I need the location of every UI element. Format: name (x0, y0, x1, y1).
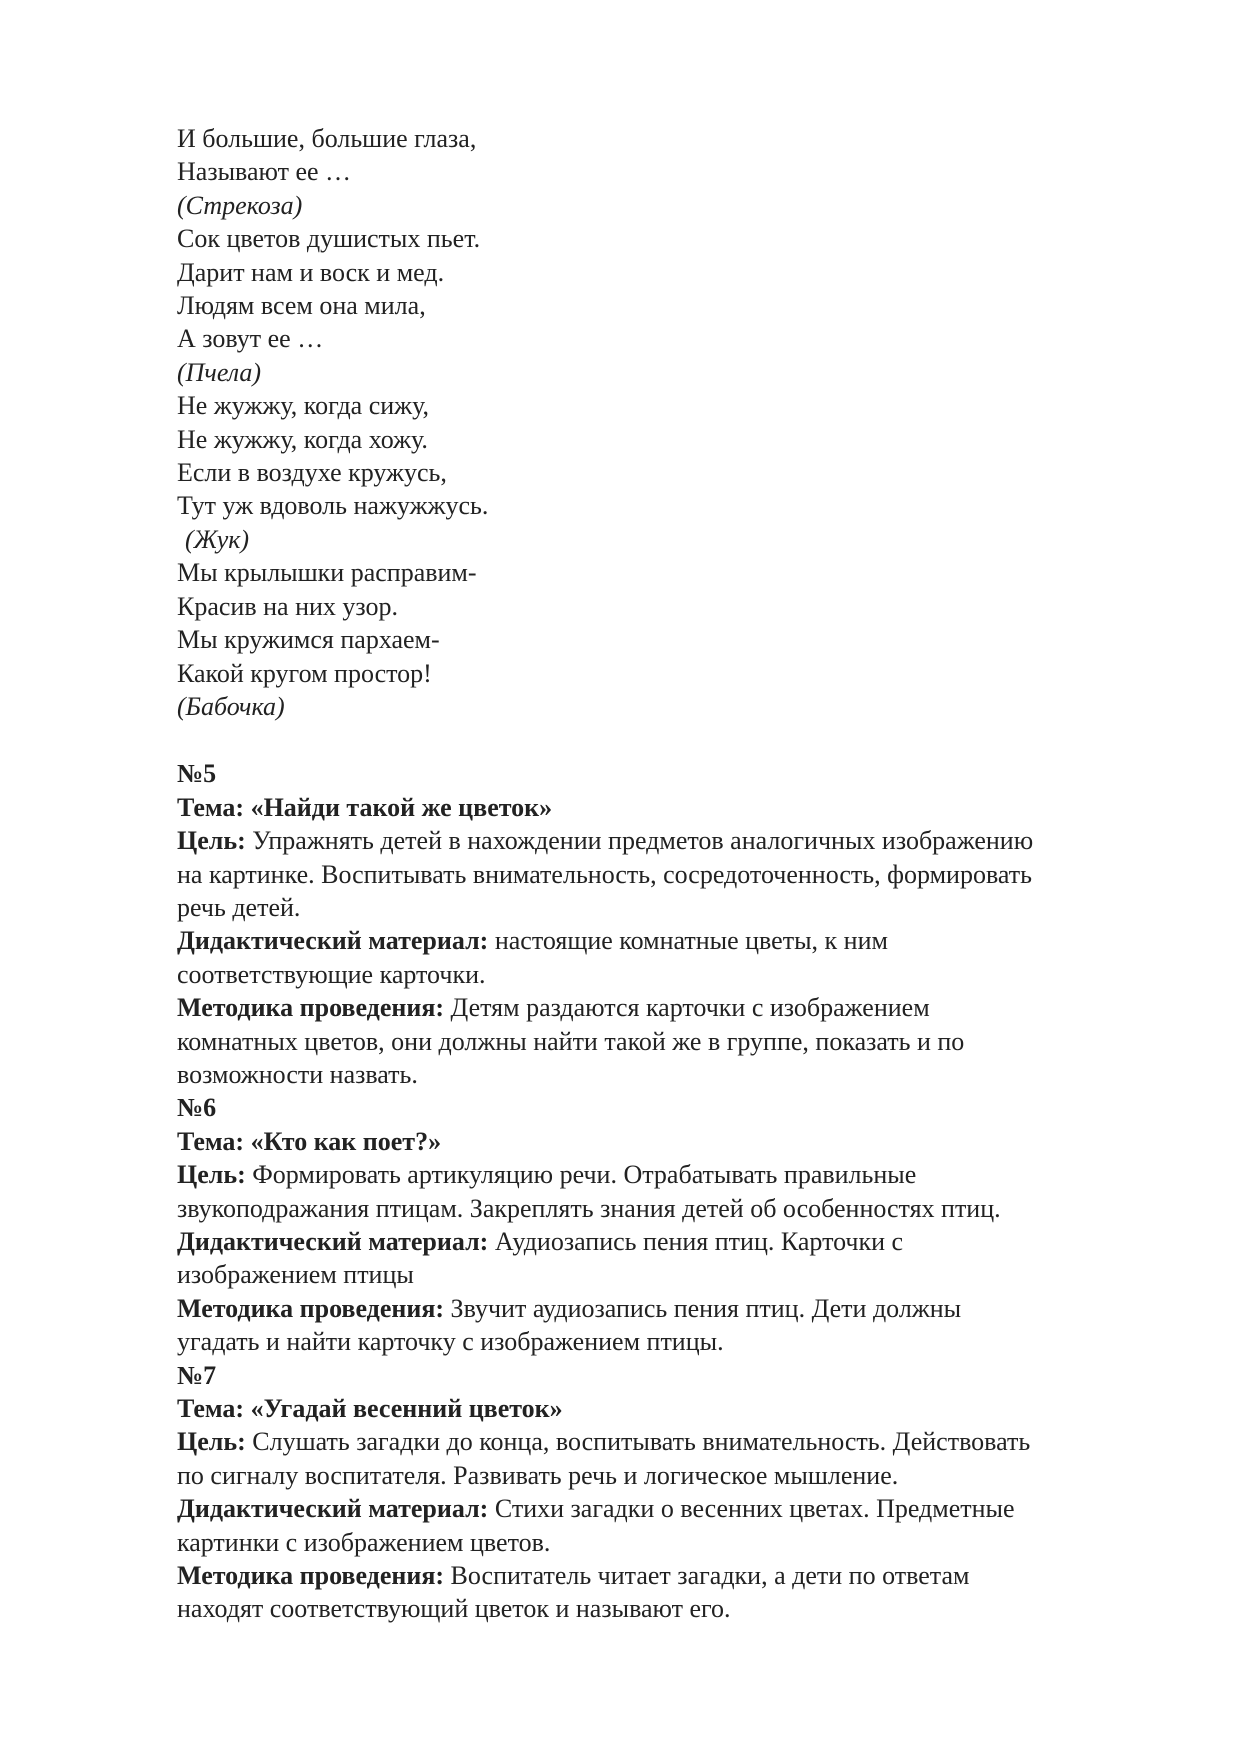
material-text: изображением птицы (177, 1260, 414, 1290)
riddle-line: Не жужжу, когда хожу. (177, 424, 428, 454)
riddle-line: Дарит нам и воск и мед. (177, 257, 445, 287)
game-material (177, 924, 1167, 991)
riddle-answer: (Пчела) (177, 357, 262, 387)
method-label: Методика проведения: (177, 1561, 445, 1591)
riddle-line: Красив на них узор. (177, 591, 399, 621)
riddle-line: Людям всем она мила, (177, 291, 426, 321)
riddle-line: И большие, большие глаза, (177, 124, 477, 153)
riddle-line: Не жужжу, когда сижу, (177, 391, 430, 421)
riddle-line: Мы кружимся пархаем- (177, 625, 440, 655)
material-text: соответствующие карточки. (177, 959, 486, 989)
method-text: комнатных цветов, они должны найти такой же в группе, показать и по (177, 1026, 965, 1056)
material-text: Стихи загадки о весенних цветах. Предметные (494, 1494, 1015, 1524)
method-text: угадать и найти карточку с изображением птицы. (177, 1327, 724, 1357)
goal-text: Упражнять детей в нахождении предметов аналогичных изображению (252, 826, 1034, 856)
material-text: Аудиозапись пения птиц. Карточки с (494, 1227, 904, 1256)
goal-text: на картинке. Воспитывать внимательность, сосредоточенность, формировать (177, 859, 1032, 889)
riddle-line: Если в воздухе кружусь, (177, 458, 447, 488)
game-material (177, 1225, 1167, 1292)
material-text: настоящие комнатные цветы, к ним (494, 926, 888, 956)
game-goal (177, 1158, 1167, 1225)
material-text: картинки с изображением цветов. (177, 1527, 551, 1557)
goal-text: речь детей. (177, 892, 301, 922)
goal-text: Слушать загадки до конца, воспитывать внимательность. Действовать (252, 1427, 1031, 1457)
riddles-block (177, 122, 1167, 723)
goal-label: Цель: (177, 826, 246, 856)
game-method (177, 1292, 1167, 1359)
game-number: №6 (177, 1093, 217, 1123)
game-theme: Тема: «Кто как поет?» (177, 1126, 442, 1156)
game-goal (177, 824, 1167, 924)
riddle-line: Сок цветов душистых пьет. (177, 224, 481, 254)
method-label: Методика проведения: (177, 1293, 445, 1323)
goal-text: Формировать артикуляцию речи. Отрабатывать правильные (252, 1160, 917, 1190)
riddle-answer: (Жук) (185, 524, 250, 554)
game-number: №7 (177, 1360, 217, 1390)
game-number: №5 (177, 759, 217, 789)
game-section-6 (177, 1091, 1167, 1358)
method-text: Детям раздаются карточки с изображением (450, 993, 930, 1023)
game-section-5 (177, 757, 1167, 1091)
material-label: Дидактический материал: (177, 926, 489, 956)
riddle-answer: (Стрекоза) (177, 190, 303, 220)
material-label: Дидактический материал: (177, 1227, 489, 1256)
riddle-line: Мы крылышки расправим- (177, 558, 477, 588)
riddle-line: Какой кругом простор! (177, 658, 432, 688)
game-material (177, 1492, 1167, 1559)
goal-label: Цель: (177, 1160, 246, 1190)
section-spacer (177, 723, 1167, 757)
page-content (177, 122, 1167, 1626)
method-text: Воспитатель читает загадки, а дети по ответам (450, 1561, 970, 1591)
material-label: Дидактический материал: (177, 1494, 489, 1524)
method-text: возможности назвать. (177, 1059, 418, 1089)
game-method (177, 1559, 1167, 1626)
game-section-7 (177, 1359, 1167, 1626)
riddle-line: А зовут ее … (177, 324, 324, 354)
riddle-line: Называют ее … (177, 157, 352, 187)
method-text: находят соответствующий цветок и называют его. (177, 1594, 731, 1624)
riddle-answer: (Бабочка) (177, 691, 285, 721)
riddle-line: Тут уж вдоволь нажужжусь. (177, 491, 489, 521)
game-theme: Тема: «Угадай весенний цветок» (177, 1394, 563, 1424)
goal-text: по сигналу воспитателя. Развивать речь и логическое мышление. (177, 1460, 899, 1490)
game-theme: Тема: «Найди такой же цветок» (177, 792, 553, 822)
method-text: Звучит аудиозапись пения птиц. Дети должны (450, 1293, 962, 1323)
game-method (177, 991, 1167, 1091)
goal-label: Цель: (177, 1427, 246, 1457)
game-goal (177, 1425, 1167, 1492)
method-label: Методика проведения: (177, 993, 445, 1023)
goal-text: звукоподражания птицам. Закреплять знания детей об особенностях птиц. (177, 1193, 1001, 1223)
